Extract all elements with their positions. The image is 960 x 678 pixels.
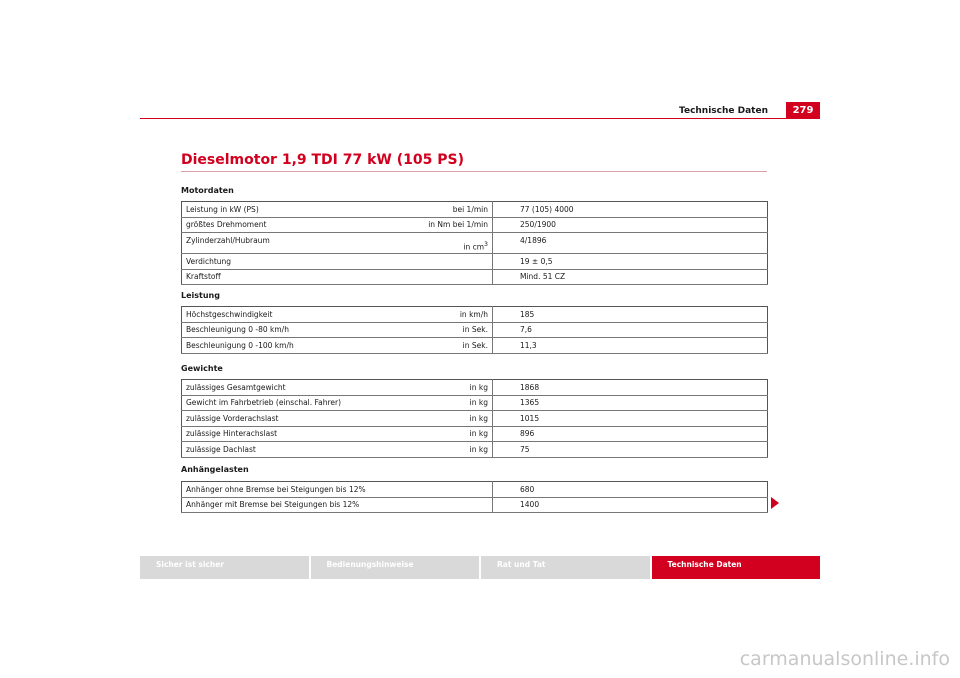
section-heading-anhaengelasten: Anhängelasten [181,465,249,474]
row-unit [390,269,493,285]
row-value: 1365 [493,395,768,411]
table-row [182,307,768,323]
row-value: 77 (105) 4000 [493,202,768,218]
triangle-right-icon[interactable] [771,497,779,509]
gewichte-table [181,379,768,458]
row-unit: bei 1/min [390,202,493,218]
row-value: 1868 [493,380,768,396]
section-heading-leistung: Leistung [181,291,220,300]
footer-nav [140,556,820,579]
unit-text: in cm [463,242,485,251]
row-label: Zylinderzahl/Hubraum [182,233,391,254]
table-row [182,395,768,411]
table-row [182,233,768,254]
row-value: 1400 [493,497,768,513]
row-value: 7,6 [493,322,768,338]
footer-tab-technische-daten[interactable]: Technische Daten [652,556,821,579]
table-row [182,497,768,513]
table-row [182,426,768,442]
row-unit: in km/h [390,307,493,323]
row-unit: in kg [390,380,493,396]
table-row [182,380,768,396]
table-row [182,269,768,285]
footer-tab-bedienungshinweise[interactable]: Bedienungshinweise [311,556,480,579]
row-label: Anhänger ohne Bremse bei Steigungen bis 12% [182,482,493,498]
row-value: 75 [493,442,768,458]
row-label: zulässige Hinterachslast [182,426,391,442]
row-label: Beschleunigung 0 -80 km/h [182,322,391,338]
section-heading-gewichte: Gewichte [181,364,223,373]
row-value: 680 [493,482,768,498]
footer-tab-sicher-ist-sicher[interactable]: Sicher ist sicher [140,556,309,579]
row-unit: in Sek. [390,338,493,354]
row-value: 185 [493,307,768,323]
leistung-table [181,306,768,354]
watermark: carmanualsonline.info [739,648,950,670]
header-section-title: Technische Daten [679,106,768,116]
row-value: 19 ± 0,5 [493,254,768,270]
title-rule [181,171,767,172]
row-label: zulässiges Gesamtgewicht [182,380,391,396]
row-value: 896 [493,426,768,442]
row-unit: in kg [390,426,493,442]
row-unit: in kg [390,411,493,427]
row-label: größtes Drehmoment [182,217,391,233]
header-rule [140,118,820,119]
row-unit: in Sek. [390,322,493,338]
table-row [182,442,768,458]
row-label: Verdichtung [182,254,391,270]
row-unit: in kg [390,395,493,411]
motordaten-table [181,201,768,285]
footer-tab-rat-und-tat[interactable]: Rat und Tat [481,556,650,579]
row-value: 11,3 [493,338,768,354]
table-row [182,338,768,354]
table-row [182,322,768,338]
table-row [182,217,768,233]
table-row [182,411,768,427]
row-value: 4/1896 [493,233,768,254]
row-label: Beschleunigung 0 -100 km/h [182,338,391,354]
row-label: Kraftstoff [182,269,391,285]
row-label: Höchstgeschwindigkeit [182,307,391,323]
table-row [182,202,768,218]
row-label: zulässige Dachlast [182,442,391,458]
unit-superscript: 3 [484,240,488,248]
row-unit: in kg [390,442,493,458]
section-heading-motordaten: Motordaten [181,186,234,195]
row-unit: in Nm bei 1/min [390,217,493,233]
anhaengelasten-table [181,481,768,513]
page-title: Dieselmotor 1,9 TDI 77 kW (105 PS) [181,152,464,168]
row-label: Anhänger mit Bremse bei Steigungen bis 12% [182,497,493,513]
page-number-badge: 279 [786,102,820,119]
table-row [182,254,768,270]
row-label: Gewicht im Fahrbetrieb (einschal. Fahrer) [182,395,391,411]
row-label: Leistung in kW (PS) [182,202,391,218]
row-value: 250/1900 [493,217,768,233]
row-value: 1015 [493,411,768,427]
row-value: Mind. 51 CZ [493,269,768,285]
row-label: zulässige Vorderachslast [182,411,391,427]
table-row [182,482,768,498]
row-unit [390,254,493,270]
row-unit [390,233,493,254]
